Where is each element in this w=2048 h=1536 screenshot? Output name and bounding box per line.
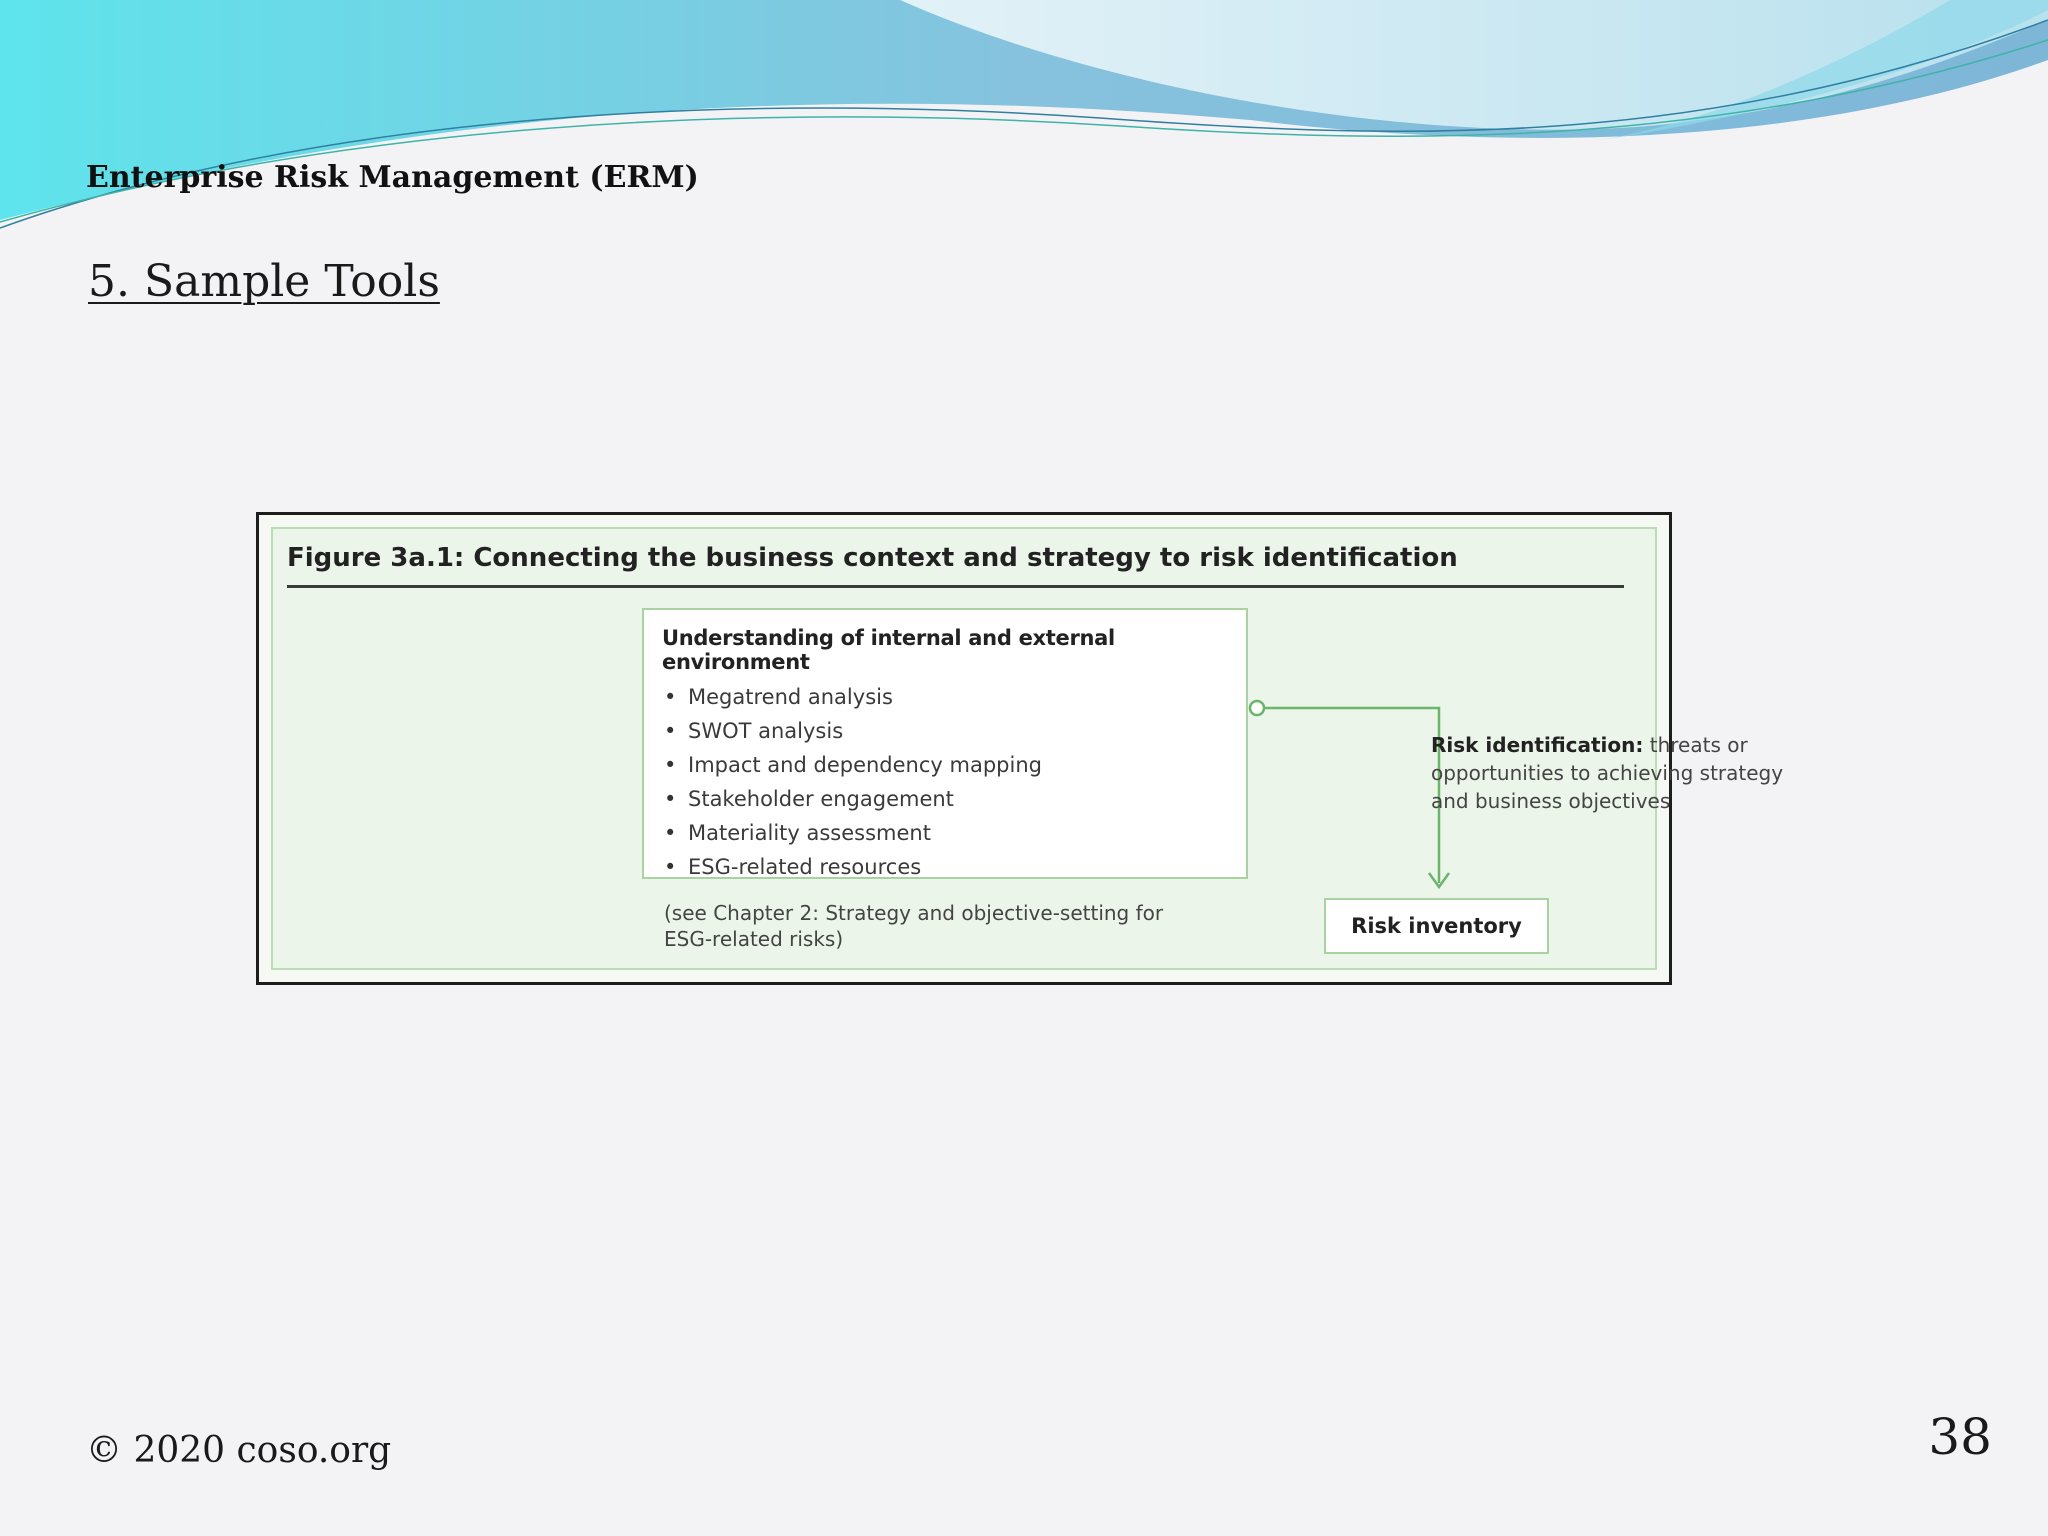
list-item: • ESG-related resources	[662, 850, 1228, 884]
list-item: • Megatrend analysis	[662, 680, 1228, 714]
header-wave-decoration	[0, 0, 2048, 240]
list-item: • Materiality assessment	[662, 816, 1228, 850]
list-item: • Stakeholder engagement	[662, 782, 1228, 816]
environment-heading: Understanding of internal and external environment	[662, 626, 1115, 674]
section-title: 5. Sample Tools	[88, 256, 440, 307]
list-item: • Impact and dependency mapping	[662, 748, 1228, 782]
figure-title: Figure 3a.1: Connecting the business context and strategy to risk identification	[287, 543, 1624, 588]
risk-identification-label: Risk identification:	[1431, 733, 1644, 757]
risk-identification-text	[1431, 731, 1811, 815]
page-number: 38	[1928, 1408, 1992, 1466]
figure-frame	[256, 512, 1784, 985]
see-chapter-note: (see Chapter 2: Strategy and objective-setting for ESG-related risks)	[664, 901, 1164, 951]
footer-copyright: © 2020 coso.org	[86, 1430, 392, 1471]
list-item: • SWOT analysis	[662, 714, 1228, 748]
risk-identification-description: threats or opportunities to achieving strategy and business objectives	[1431, 733, 1784, 813]
header-title: Enterprise Risk Management (ERM)	[86, 160, 699, 195]
risk-inventory-box: Risk inventory	[1324, 898, 1549, 954]
connector-node-icon	[1250, 701, 1264, 715]
